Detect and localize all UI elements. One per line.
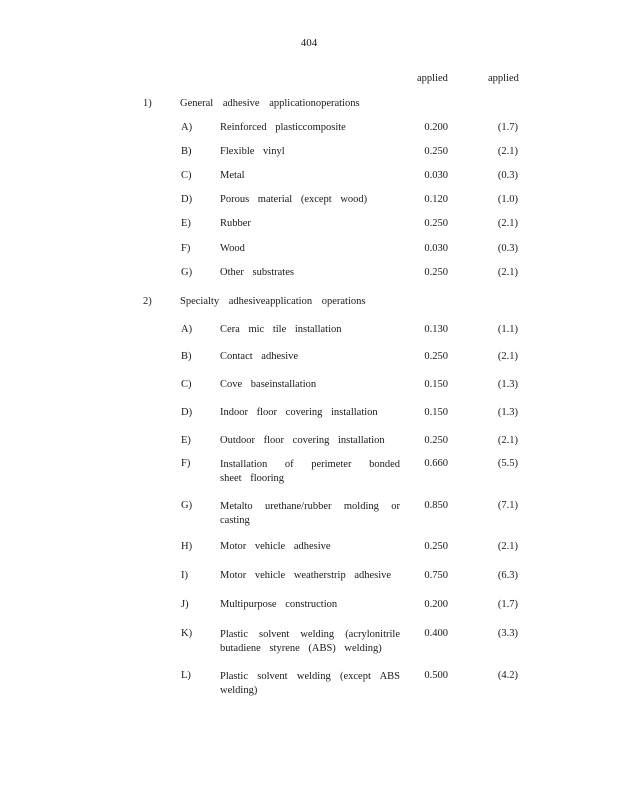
- item-description: Contact adhesive: [220, 351, 299, 362]
- item-description: Metalto urethane/rubber molding or casting: [220, 501, 400, 526]
- item-percent: (1.0): [497, 194, 518, 205]
- item-description: Porous material (except wood): [220, 194, 368, 205]
- item-letter: C): [181, 170, 192, 181]
- item-description: Cove baseinstallation: [220, 379, 317, 390]
- section-title: Specialty adhesiveapplication operations: [180, 296, 366, 307]
- item-percent: (1.1): [497, 324, 518, 335]
- item-percent: (2.1): [497, 541, 518, 552]
- section-title: General adhesive applicationoperations: [180, 98, 360, 109]
- item-value: 0.250: [424, 351, 448, 362]
- item-value: 0.850: [424, 500, 448, 511]
- item-letter: J): [181, 599, 189, 610]
- item-value: 0.750: [424, 570, 448, 581]
- column-header-applied-2: applied: [488, 73, 519, 84]
- item-letter: E): [181, 218, 191, 229]
- item-percent: (0.3): [497, 170, 518, 181]
- item-percent: (6.3): [497, 570, 518, 581]
- item-letter: F): [181, 243, 191, 254]
- item-description: Reinforced plasticcomposite: [220, 122, 346, 133]
- item-percent: (1.7): [497, 122, 518, 133]
- item-value: 0.250: [424, 218, 448, 229]
- item-value: 0.250: [424, 267, 448, 278]
- item-letter: L): [181, 670, 191, 681]
- column-header-applied-1: applied: [417, 73, 448, 84]
- item-letter: I): [181, 570, 188, 581]
- item-description: Multipurpose construction: [220, 599, 338, 610]
- item-percent: (2.1): [497, 267, 518, 278]
- item-letter: A): [181, 324, 193, 335]
- section-number: 1): [143, 98, 152, 109]
- item-letter: B): [181, 351, 192, 362]
- item-value: 0.250: [424, 541, 448, 552]
- item-description: Cera mic tile installation: [220, 324, 342, 335]
- item-percent: (4.2): [497, 670, 518, 681]
- item-description: Plastic solvent welding (acrylonitrile butadiene styrene (ABS) welding): [220, 629, 400, 654]
- item-percent: (2.1): [497, 435, 518, 446]
- item-description: Metal: [220, 170, 245, 181]
- item-percent: (0.3): [497, 243, 518, 254]
- item-value: 0.030: [424, 170, 448, 181]
- item-letter: G): [181, 267, 193, 278]
- item-description: Wood: [220, 243, 245, 254]
- item-percent: (3.3): [497, 628, 518, 639]
- item-letter: E): [181, 435, 191, 446]
- item-percent: (1.3): [497, 379, 518, 390]
- item-description: Plastic solvent welding (except ABS welding): [220, 671, 400, 696]
- item-letter: D): [181, 194, 193, 205]
- item-value: 0.200: [424, 599, 448, 610]
- item-description: Indoor floor covering installation: [220, 407, 378, 418]
- item-percent: (1.7): [497, 599, 518, 610]
- item-value: 0.120: [424, 194, 448, 205]
- item-value: 0.400: [424, 628, 448, 639]
- item-letter: B): [181, 146, 192, 157]
- item-letter: D): [181, 407, 193, 418]
- item-letter: G): [181, 500, 193, 511]
- item-value: 0.500: [424, 670, 448, 681]
- item-percent: (2.1): [497, 351, 518, 362]
- item-value: 0.150: [424, 407, 448, 418]
- item-description: Outdoor floor covering installation: [220, 435, 385, 446]
- item-letter: H): [181, 541, 193, 552]
- item-percent: (1.3): [497, 407, 518, 418]
- item-value: 0.150: [424, 379, 448, 390]
- item-description: Motor vehicle adhesive: [220, 541, 331, 552]
- item-description: Flexible vinyl: [220, 146, 285, 157]
- item-letter: C): [181, 379, 192, 390]
- item-value: 0.250: [424, 435, 448, 446]
- page-number: 404: [300, 37, 318, 49]
- item-letter: A): [181, 122, 193, 133]
- item-letter: F): [181, 458, 191, 469]
- item-description: Other substrates: [220, 267, 294, 278]
- item-description: Installation of perimeter bonded sheet flooring: [220, 459, 400, 484]
- item-value: 0.030: [424, 243, 448, 254]
- item-description: Rubber: [220, 218, 251, 229]
- item-percent: (2.1): [497, 146, 518, 157]
- item-value: 0.130: [424, 324, 448, 335]
- item-value: 0.250: [424, 146, 448, 157]
- item-letter: K): [181, 628, 193, 639]
- item-value: 0.200: [424, 122, 448, 133]
- item-description: Motor vehicle weatherstrip adhesive: [220, 570, 392, 581]
- item-percent: (2.1): [497, 218, 518, 229]
- item-value: 0.660: [424, 458, 448, 469]
- item-percent: (7.1): [497, 500, 518, 511]
- item-percent: (5.5): [497, 458, 518, 469]
- section-number: 2): [143, 296, 152, 307]
